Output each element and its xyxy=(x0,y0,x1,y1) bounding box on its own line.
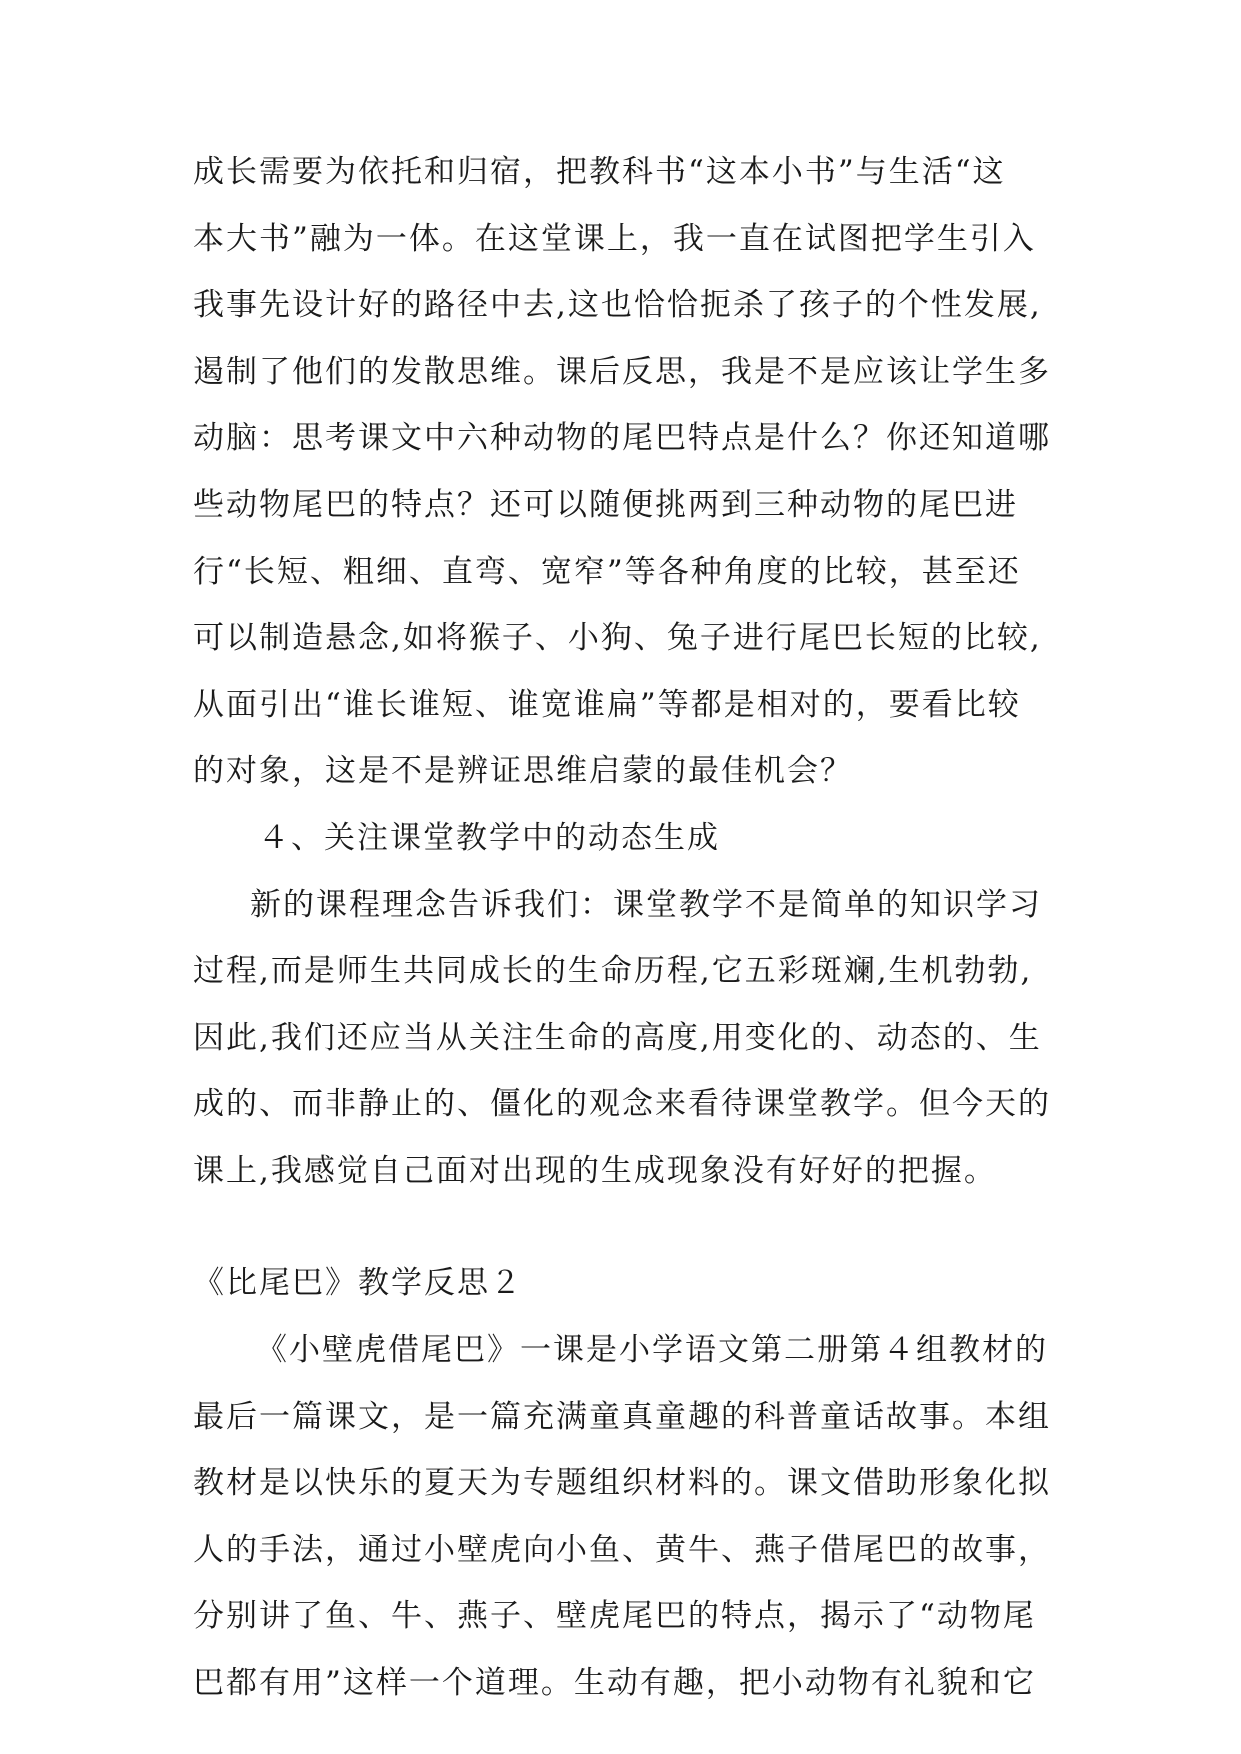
paragraph-line: 动脑：思考课文中六种动物的尾巴特点是什么？你还知道哪 xyxy=(193,420,1051,456)
paragraph-line: 最后一篇课文，是一篇充满童真童趣的科普童话故事。本组 xyxy=(193,1399,1051,1435)
paragraph-line: 《小壁虎借尾巴》一课是小学语文第二册第４组教材的 xyxy=(256,1332,1048,1368)
paragraph-line: 成的、而非静止的、僵化的观念来看待课堂教学。但今天的 xyxy=(193,1086,1051,1122)
paragraph-line: 人的手法，通过小壁虎向小鱼、黄牛、燕子借尾巴的故事， xyxy=(193,1532,1051,1568)
paragraph-line: 遏制了他们的发散思维。课后反思，我是不是应该让学生多 xyxy=(193,354,1051,390)
paragraph-line: 些动物尾巴的特点？还可以随便挑两到三种动物的尾巴进 xyxy=(193,487,1018,523)
paragraph-line: 教材是以快乐的夏天为专题组织材料的。课文借助形象化拟 xyxy=(193,1465,1051,1501)
paragraph-line: 的对象，这是不是辨证思维启蒙的最佳机会？ xyxy=(193,753,853,789)
paragraph-line: 从面引出“谁长谁短、谁宽谁扁”等都是相对的，要看比较 xyxy=(193,687,1021,723)
document-title: 《比尾巴》教学反思２ xyxy=(193,1265,523,1301)
paragraph-line: 本大书”融为一体。在这堂课上，我一直在试图把学生引入 xyxy=(193,221,1036,257)
paragraph-line: 因此,我们还应当从关注生命的高度,用变化的、动态的、生 xyxy=(193,1020,1042,1056)
section-heading: ４、关注课堂教学中的动态生成 xyxy=(258,820,720,856)
paragraph-line: 行“长短、粗细、直弯、宽窄”等各种角度的比较，甚至还 xyxy=(193,554,1021,590)
paragraph-line: 可以制造悬念,如将猴子、小狗、兔子进行尾巴长短的比较, xyxy=(193,620,1042,656)
paragraph-line: 巴都有用”这样一个道理。生动有趣，把小动物有礼貌和它 xyxy=(193,1665,1036,1701)
paragraph-line: 分别讲了鱼、牛、燕子、壁虎尾巴的特点，揭示了“动物尾 xyxy=(193,1598,1036,1634)
paragraph-line: 成长需要为依托和归宿，把教科书“这本小书”与生活“这 xyxy=(193,154,1006,190)
paragraph-line: 我事先设计好的路径中去,这也恰恰扼杀了孩子的个性发展, xyxy=(193,287,1042,323)
paragraph-line: 过程,而是师生共同成长的生命历程,它五彩斑斓,生机勃勃, xyxy=(193,953,1033,989)
paragraph-line: 新的课程理念告诉我们：课堂教学不是简单的知识学习 xyxy=(250,887,1042,923)
paragraph-line: 课上,我感觉自己面对出现的生成现象没有好好的把握。 xyxy=(193,1153,997,1189)
